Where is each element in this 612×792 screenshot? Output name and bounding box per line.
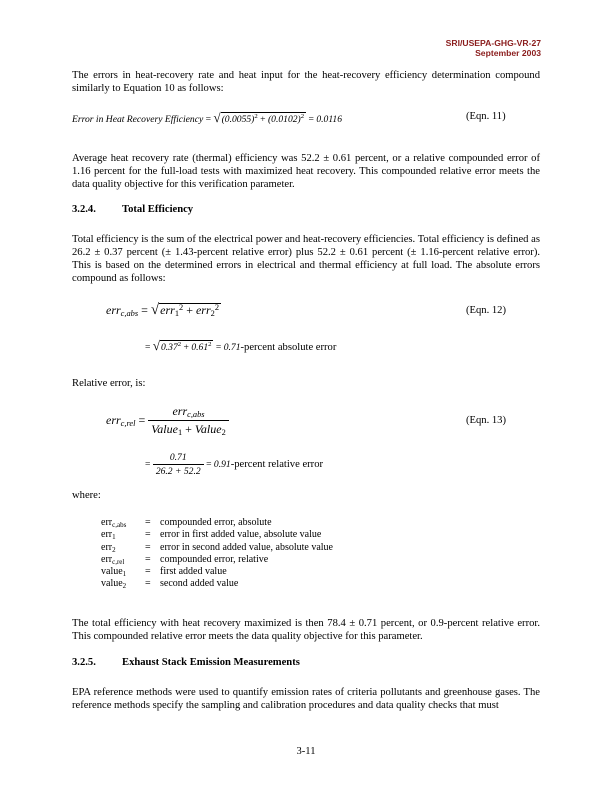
eqn11-tag: (Eqn. 11) [466,111,506,122]
paragraph-total-efficiency: Total efficiency is the sum of the electrical power and heat-recovery efficiencies. Total efficiency is defined as 26.2 ± 0.37 percent (± 1.43-percent relative error) plus 52.2 ± 0.61 percent (± 1.16-percent relative error). This is based on the determined errors in electrical and thermal efficiency at full load. The absolute errors compound as follows: [72,234,540,284]
paragraph-heat-recovery-efficiency: Average heat recovery rate (thermal) efficiency was 52.2 ± 0.61 percent, or a relative compounded error of 1.16 percent for the full-load tests with maximized heat recovery. This compounded relative error meets the data quality objective for this verification parameter. [72,153,540,190]
eqn11-lhs: Error in Heat Recovery Efficiency [72,114,204,125]
eqn12-suffix: -percent absolute error [240,342,337,353]
paragraph-reference-methods: EPA reference methods were used to quantify emission rates of criteria pollutants and greenhouse gases. The reference methods specify the sampling and calibration procedures and data quality checks that must [72,687,540,711]
eqn13-suffix: -percent relative error [230,459,324,470]
equation-13: err$_{c,rel}$ = $\frac{err_{c,abs}}{Value_1 + Value_2}$ [106,404,229,437]
where-label: where: [72,490,101,501]
relative-error-label: Relative error, is: [72,378,146,389]
page-header [446,38,541,58]
section-number: 3.2.4. [72,204,96,215]
eqn12-tag: (Eqn. 12) [466,305,507,316]
eqn11-term1: (0.0055) [221,114,255,125]
equation-12-evaluated: = $√0.37^2 + 0.61^2$ = 0.71-percent absolute error [145,338,337,353]
report-date: September 2003 [475,48,541,58]
equation-13-evaluated: = $\frac{0.71}{26.2 + 52.2}$ = 0.91-percent relative error [145,452,324,477]
equation-12: err$_{c,abs}$ = √err$_1^2$ + err$_2^2$ [106,302,220,318]
eqn13-tag: (Eqn. 13) [466,415,507,426]
report-id: SRI/USEPA-GHG-VR-27 [445,38,541,48]
eqn11-result: 0.0116 [316,114,342,125]
paragraph-total-efficiency-result: The total efficiency with heat recovery maximized is then 78.4 ± 0.71 percent, or 0.9-percent relative error. This compounded relative error meets the data quality objective for this parameter. [72,618,540,642]
section-title: Total Efficiency [122,204,194,215]
page-number: 3-11 [296,746,316,757]
eqn11-term2: (0.0102) [267,114,301,125]
equation-11: Error in Heat Recovery Efficiency = $√(0.0055)^2 + (0.0102)^2 = 0.0116$ [72,110,342,125]
paragraph-intro-eqn11: The errors in heat-recovery rate and heat input for the heat-recovery efficiency determination compound similarly to Equation 10 as follows: [72,70,540,94]
section-heading-exhaust-stack: 3.2.5. Exhaust Stack Emission Measurements [72,657,300,668]
section-heading-total-efficiency [72,204,193,215]
